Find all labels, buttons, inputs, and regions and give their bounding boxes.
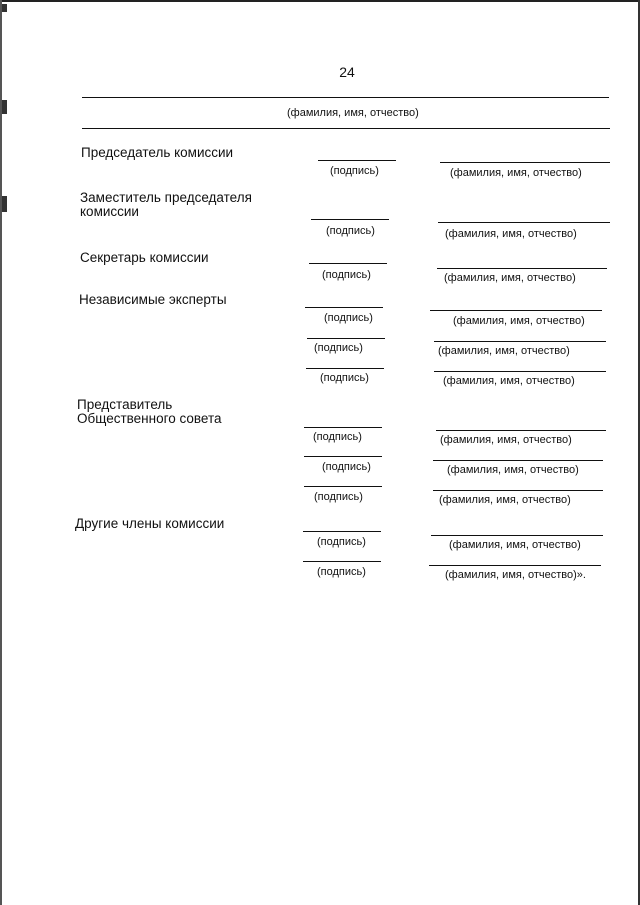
role-chair: Председатель комиссии xyxy=(81,145,234,160)
signature-line xyxy=(303,531,381,532)
name-line xyxy=(433,460,603,461)
name-line xyxy=(430,310,602,311)
role-experts: Независимые эксперты xyxy=(79,292,227,307)
signature-line xyxy=(306,368,384,369)
binding-mark xyxy=(2,100,7,114)
name-line xyxy=(434,371,606,372)
role-council-line1: Представитель xyxy=(77,397,173,412)
name-line xyxy=(82,97,609,98)
signature-line xyxy=(307,338,385,339)
signature-caption: (подпись) xyxy=(322,461,371,473)
name-caption: (фамилия, имя, отчество) xyxy=(287,107,419,119)
signature-line xyxy=(309,263,387,264)
role-deputy-line2: комиссии xyxy=(80,204,139,219)
role-other-members: Другие члены комиссии xyxy=(75,516,225,531)
signature-caption: (подпись) xyxy=(317,536,366,548)
name-line xyxy=(434,341,606,342)
name-caption: (фамилия, имя, отчество) xyxy=(439,494,571,506)
scan-edge-left xyxy=(0,0,2,905)
name-caption: (фамилия, имя, отчество) xyxy=(450,167,582,179)
signature-line xyxy=(311,219,389,220)
name-line xyxy=(431,535,603,536)
name-caption: (фамилия, имя, отчество) xyxy=(447,464,579,476)
signature-line xyxy=(318,160,396,161)
name-line xyxy=(429,565,601,566)
signature-caption: (подпись) xyxy=(313,431,362,443)
page-number: 24 xyxy=(339,64,355,80)
role-secretary: Секретарь комиссии xyxy=(80,250,209,265)
signature-caption: (подпись) xyxy=(330,165,379,177)
role-deputy-line1: Заместитель председателя xyxy=(80,190,252,205)
signature-line xyxy=(304,486,382,487)
binding-mark xyxy=(2,196,7,212)
signature-line xyxy=(305,307,383,308)
name-caption: (фамилия, имя, отчество) xyxy=(440,434,572,446)
name-line xyxy=(437,268,607,269)
scan-edge-top xyxy=(0,0,640,2)
separator-line xyxy=(82,128,610,129)
signature-caption: (подпись) xyxy=(314,491,363,503)
name-caption: (фамилия, имя, отчество) xyxy=(453,315,585,327)
name-caption-final: (фамилия, имя, отчество)». xyxy=(445,569,586,581)
signature-line xyxy=(304,456,382,457)
signature-caption: (подпись) xyxy=(314,342,363,354)
signature-caption: (подпись) xyxy=(324,312,373,324)
name-caption: (фамилия, имя, отчество) xyxy=(445,228,577,240)
name-line xyxy=(436,430,606,431)
signature-line xyxy=(304,427,382,428)
name-line xyxy=(433,490,603,491)
name-caption: (фамилия, имя, отчество) xyxy=(438,345,570,357)
role-council-line2: Общественного совета xyxy=(77,411,222,426)
signature-caption: (подпись) xyxy=(317,566,366,578)
signature-line xyxy=(303,561,381,562)
signature-caption: (подпись) xyxy=(322,269,371,281)
name-line xyxy=(440,162,610,163)
name-caption: (фамилия, имя, отчество) xyxy=(449,539,581,551)
name-caption: (фамилия, имя, отчество) xyxy=(443,375,575,387)
signature-caption: (подпись) xyxy=(320,372,369,384)
name-line xyxy=(438,222,610,223)
signature-caption: (подпись) xyxy=(326,225,375,237)
name-caption: (фамилия, имя, отчество) xyxy=(444,272,576,284)
binding-mark xyxy=(2,4,7,12)
